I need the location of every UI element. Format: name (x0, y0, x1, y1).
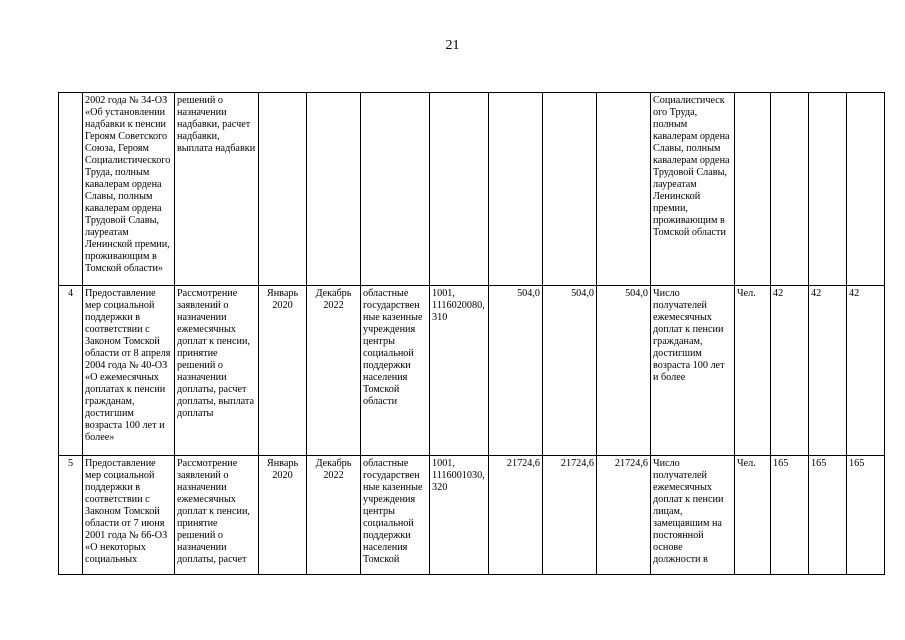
start-date (259, 93, 307, 286)
row-number: 4 (59, 286, 83, 456)
program-table (58, 92, 885, 575)
budget-code: 1001, 1116020080, 310 (430, 286, 489, 456)
funding-year-1 (489, 93, 543, 286)
measure-name: Предоставление мер социальной поддержки в соответствии с Законом Томской области от 8 апреля 2004 года № 40-ОЗ «О ежемесячных доплатах к пенсии гражданам, достигшим возраста 100 лет и более» (83, 286, 175, 456)
indicator-unit: Чел. (735, 286, 771, 456)
indicator-name: Социалистическ ого Труда, полным кавалерам ордена Славы, полным кавалерам ордена Трудовой Славы, лауреатам Ленинской премии, проживающим в Томской области (651, 93, 735, 286)
end-date: Декабрь 2022 (307, 286, 361, 456)
indicator-unit: Чел. (735, 456, 771, 575)
start-date: Январь 2020 (259, 286, 307, 456)
row-number: 5 (59, 456, 83, 575)
measure-name: Предоставление мер социальной поддержки в соответствии с Законом Томской области от 7 июня 2001 года № 66-ОЗ «О некоторых социальных (83, 456, 175, 575)
executor: областные государствен ные казенные учреждения центры социальной поддержки населения Томской области (361, 286, 430, 456)
table-row (59, 456, 885, 575)
indicator-unit (735, 93, 771, 286)
indicator-name: Число получателей ежемесячных доплат к пенсии гражданам, достигшим возраста 100 лет и более (651, 286, 735, 456)
indicator-year-1 (771, 93, 809, 286)
end-date (307, 93, 361, 286)
indicator-name: Число получателей ежемесячных доплат к пенсии лицам, замещавшим на постоянной основе должности в (651, 456, 735, 575)
indicator-year-1: 42 (771, 286, 809, 456)
funding-year-1: 21724,6 (489, 456, 543, 575)
funding-year-3 (597, 93, 651, 286)
indicator-year-2: 42 (809, 286, 847, 456)
budget-code: 1001, 1116001030, 320 (430, 456, 489, 575)
measure-content: решений о назначении надбавки, расчет надбавки, выплата надбавки (175, 93, 259, 286)
table-row (59, 286, 885, 456)
funding-year-1: 504,0 (489, 286, 543, 456)
funding-year-2 (543, 93, 597, 286)
measure-content: Рассмотрение заявлений о назначении ежемесячных доплат к пенсии, принятие решений о назначении доплаты, расчет (175, 456, 259, 575)
page-number: 21 (445, 38, 460, 53)
funding-year-3: 21724,6 (597, 456, 651, 575)
indicator-year-3: 165 (847, 456, 885, 575)
budget-code (430, 93, 489, 286)
row-number (59, 93, 83, 286)
table-row (59, 93, 885, 286)
measure-name: 2002 года № 34-ОЗ «Об установлении надбавки к пенсии Героям Советского Союза, Героям Социалистического Труда, полным кавалерам ордена Славы, полным кавалерам ордена Трудовой Славы, лауреатам Ленинской премии, проживающим в Томской области» (83, 93, 175, 286)
indicator-year-2: 165 (809, 456, 847, 575)
executor (361, 93, 430, 286)
indicator-year-2 (809, 93, 847, 286)
executor: областные государствен ные казенные учреждения центры социальной поддержки населения Томской (361, 456, 430, 575)
end-date: Декабрь 2022 (307, 456, 361, 575)
funding-year-2: 504,0 (543, 286, 597, 456)
funding-year-2: 21724,6 (543, 456, 597, 575)
indicator-year-3 (847, 93, 885, 286)
indicator-year-3: 42 (847, 286, 885, 456)
start-date: Январь 2020 (259, 456, 307, 575)
indicator-year-1: 165 (771, 456, 809, 575)
funding-year-3: 504,0 (597, 286, 651, 456)
measure-content: Рассмотрение заявлений о назначении ежемесячных доплат к пенсии, принятие решений о назначении доплаты, расчет доплаты, выплата доплаты (175, 286, 259, 456)
